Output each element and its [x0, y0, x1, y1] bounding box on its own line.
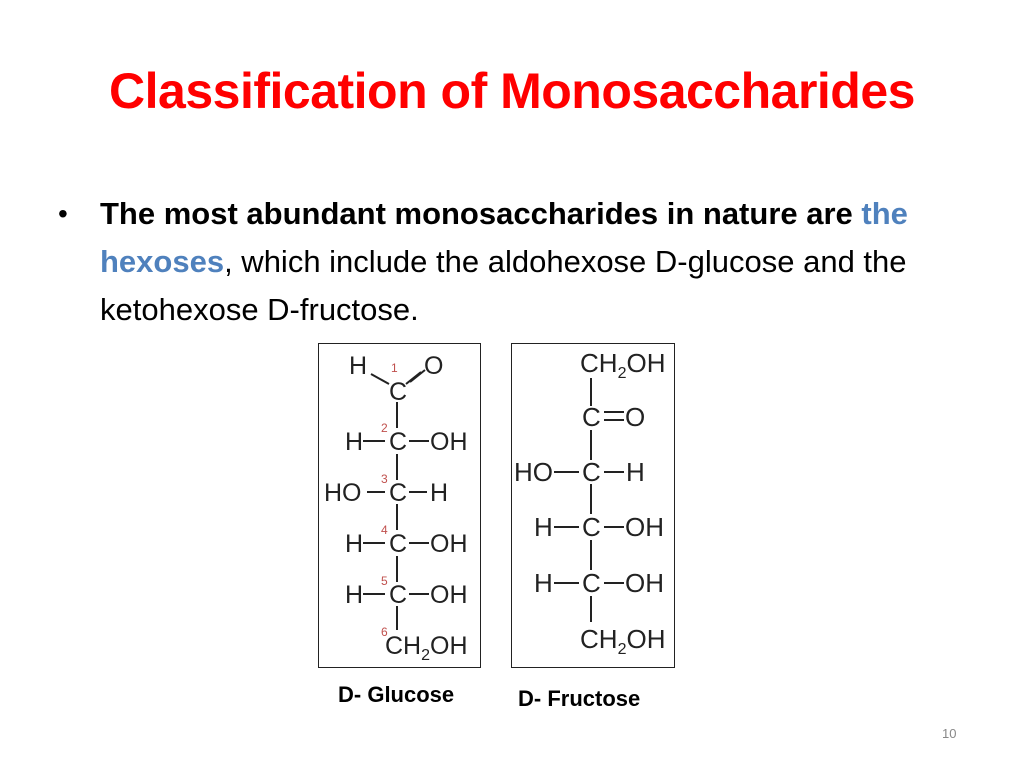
page-number: 10 [942, 726, 957, 741]
fructose-row6-ch: CH [580, 624, 618, 654]
glucose-row5-left: H [345, 581, 364, 609]
fructose-row5-center: C [582, 568, 601, 598]
fructose-row2-right: O [625, 402, 646, 432]
glucose-carbon-number-4: 4 [381, 523, 388, 537]
bullet-bold-text: The most abundant monosaccharides in nature are [100, 196, 853, 231]
glucose-carbon-number-6: 6 [381, 625, 388, 639]
fructose-row3-right: H [626, 457, 645, 487]
glucose-row6-sub: 2 [421, 647, 431, 664]
fructose-row6-oh: OH [626, 624, 666, 654]
glucose-row1-left: H [349, 352, 368, 380]
fructose-row6-center [580, 624, 665, 658]
fructose-row4-center: C [582, 512, 601, 542]
glucose-row5-right: OH [430, 581, 468, 609]
glucose-carbon-number-2: 2 [381, 421, 388, 435]
glucose-caption: D- Glucose [338, 682, 455, 707]
glucose-carbon-number-5: 5 [381, 574, 388, 588]
fructose-row1-ch: CH [580, 348, 618, 378]
glucose-row6-oh: OH [430, 632, 468, 660]
slide-title: Classification of Monosaccharides [109, 63, 915, 119]
bullet-rest-text: , which include the aldohexose D-glucose and the ketohexose D-fructose. [100, 244, 907, 327]
fructose-fischer-projection [512, 344, 674, 667]
fructose-caption: D- Fructose [518, 686, 641, 711]
fructose-row1-center [580, 348, 665, 382]
fructose-row4-left: H [534, 512, 553, 542]
glucose-row3-left: HO [324, 479, 362, 507]
glucose-row6-center [385, 632, 468, 664]
glucose-row4-center: C [389, 530, 408, 558]
glucose-row2-right: OH [430, 428, 468, 456]
bullet-marker: • [58, 198, 68, 229]
fructose-row1-oh: OH [626, 348, 666, 378]
bullet-text [100, 190, 980, 334]
fructose-row5-left: H [534, 568, 553, 598]
glucose-fischer-projection [319, 344, 480, 667]
fructose-row3-left: HO [514, 457, 553, 487]
glucose-row3-right: H [430, 479, 449, 507]
glucose-carbon-number-1: 1 [391, 361, 398, 375]
glucose-structure [318, 343, 481, 668]
glucose-row5-center: C [389, 581, 408, 609]
fructose-row3-center: C [582, 457, 601, 487]
fructose-structure [511, 343, 675, 668]
fructose-row2-center: C [582, 402, 601, 432]
fructose-row6-sub: 2 [617, 641, 627, 658]
fructose-row4-right: OH [625, 512, 664, 542]
glucose-row6-ch: CH [385, 632, 422, 660]
glucose-row2-center: C [389, 428, 408, 456]
glucose-row3-center: C [389, 479, 408, 507]
glucose-row4-right: OH [430, 530, 468, 558]
glucose-row2-left: H [345, 428, 364, 456]
fructose-row5-right: OH [625, 568, 664, 598]
fructose-row1-sub: 2 [617, 365, 627, 382]
bullet-highlight-text: the hexoses [100, 196, 908, 279]
glucose-row4-left: H [345, 530, 364, 558]
glucose-row1-center: C [389, 378, 408, 406]
glucose-carbon-number-3: 3 [381, 472, 388, 486]
glucose-row1-right: O [424, 352, 444, 380]
